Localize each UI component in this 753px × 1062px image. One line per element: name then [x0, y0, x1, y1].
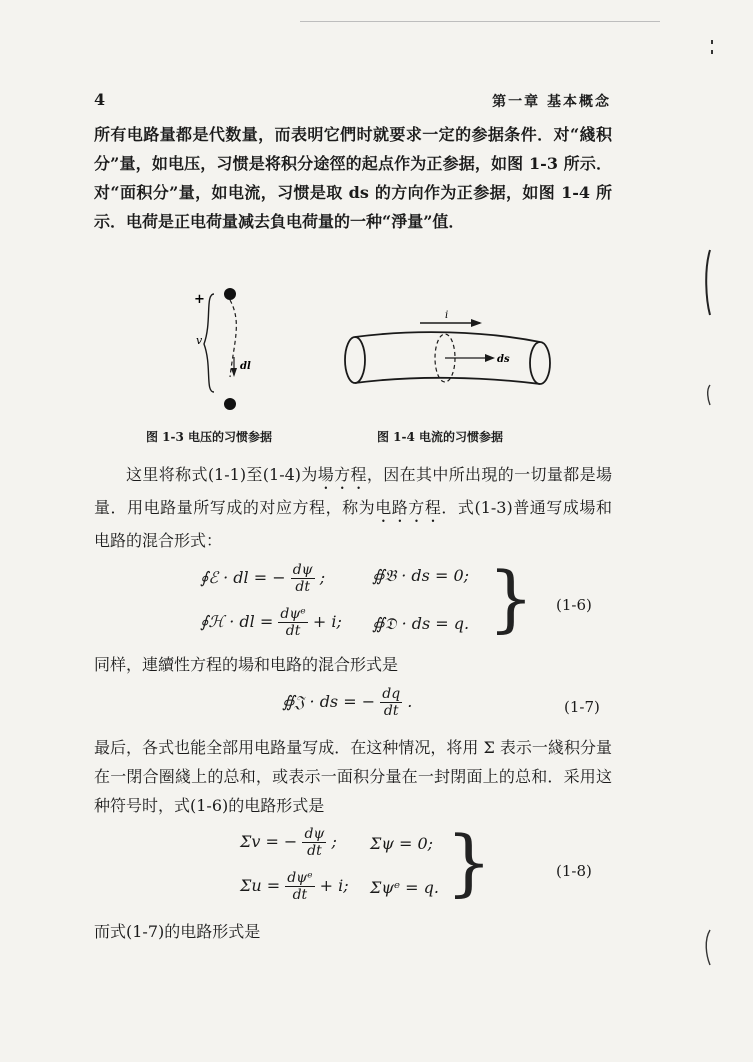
fig13-path [230, 300, 236, 377]
eq18-line-2a [240, 870, 349, 903]
eq16-a-den: dt [295, 579, 310, 595]
eq18-number: (1-8) [556, 862, 592, 880]
fig13-v-label: v [196, 334, 203, 347]
fig13-dl-arrow-head [231, 368, 237, 377]
eq16-line-1a [200, 562, 325, 595]
figure-1-3 [190, 282, 260, 417]
term-field-equations: 場方程 [317, 465, 367, 484]
paragraph-continuity: 同样，連續性方程的場和电路的混合形式是 [94, 655, 399, 674]
eq16-a-num: dψ [292, 562, 313, 578]
eq17-number: (1-7) [564, 698, 600, 716]
paragraph-reference-conditions: 所有电路量都是代数量，而表明它們时就要求一定的参据条件．对“綫积分”量，如电压，习惯是将积分途徑的起点作为正参据，如图 1-3 所示．对“面积分”量，如电流，习惯是取 ds 的方向作为正参据，如图 1-4 所示．电荷是正电荷量减去負电荷量的一种“淨量”值． [94, 125, 612, 231]
fig13-top-terminal [224, 288, 236, 300]
eq16-a-fraction [291, 562, 315, 595]
eq16-c-tail: + i; [312, 612, 342, 631]
paragraph-circuit-form: 而式(1-7)的电路形式是 [94, 922, 261, 941]
running-head: 第一章 基本概念 [492, 94, 611, 110]
eq16-a-tail: ; [319, 568, 326, 587]
fig14-current-arrow-head [471, 319, 482, 327]
eq16-c-lhs: ∮ℋ · dl = [200, 612, 274, 631]
fig13-bottom-terminal [224, 398, 236, 410]
eq18-c-tail: + i; [319, 876, 349, 895]
eq17-num: dq [382, 686, 401, 702]
eq18-c-fraction [285, 870, 314, 903]
fig14-tube-top [355, 332, 540, 342]
paragraph-sum-notation: 最后，各式也能全部用电路量写成．在这种情况，将用 Σ 表示一綫积分量在一閉合圈綫上的总和，或表示一面积分量在一封閉面上的总和．采用这种符号时，式(1-6)的电路形式是 [94, 738, 612, 815]
eq18-brace: } [446, 820, 492, 904]
eq16-line-2b: ∯𝔇 · ds = q. [372, 614, 470, 633]
eq18-line-1a [240, 826, 337, 859]
fig14-i-label: i [445, 310, 449, 321]
eq16-line-2a [200, 606, 342, 639]
eq18-c-lhs: Σu = [240, 876, 281, 895]
fig14-tube-left-end [345, 337, 365, 383]
top-rule [300, 21, 660, 22]
eq16-line-1b: ∯𝔅 · ds = 0; [372, 566, 470, 585]
p2-text-b: ，因在其中所出現的一切量都是場量．用电路量所写成的对应方程，称为 [94, 465, 612, 517]
scan-mark-1 [706, 250, 710, 315]
fig14-tube-right-end [530, 342, 550, 384]
fig13-caption: 图 1-3 电压的习惯参据 [146, 430, 273, 444]
p2-text-c: ．式(1-3)普通写成場和电路的混合形式： [94, 498, 612, 550]
scan-margin-marks [690, 40, 730, 970]
eq17-fraction [380, 686, 402, 719]
scan-mark-3 [706, 930, 710, 965]
fig14-caption: 图 1-4 电流的习惯参据 [377, 430, 504, 444]
eq18-a-den: dt [307, 843, 322, 859]
eq16-a-lhs: ∮ℰ · dl = − [200, 568, 286, 587]
eq16-brace: } [488, 556, 534, 640]
fig13-brace [204, 294, 214, 392]
eq18-line-2b: Σψᵉ = q. [370, 878, 439, 897]
eq18-line-1b: Σψ = 0; [370, 834, 434, 853]
fig14-ds-arrow-head [485, 354, 495, 362]
eq16-c-fraction [278, 606, 307, 639]
eq16-number: (1-6) [556, 596, 592, 614]
eq18-a-num: dψ [304, 826, 325, 842]
term-circuit-equations: 电路方程 [375, 498, 442, 517]
eq17-lhs: ∯𝔍 · ds = − [282, 692, 376, 711]
eq18-a-tail: ; [331, 832, 337, 851]
eq17-line [282, 686, 412, 719]
scan-mark-2 [708, 385, 710, 405]
p2-text-a: 这里将称式(1-1)至(1-4)为 [126, 465, 318, 484]
fig13-plus-sign: + [194, 292, 205, 307]
eq18-a-lhs: Σv = − [240, 832, 298, 851]
page-number: 4 [94, 90, 106, 109]
fig13-dl-label: dl [240, 361, 251, 372]
eq18-a-fraction [302, 826, 326, 859]
paragraph-field-equations [94, 460, 612, 555]
eq18-c-den: dt [292, 887, 308, 903]
eq16-c-num: dψᵉ [280, 606, 306, 622]
eq16-c-den: dt [285, 623, 301, 639]
eq18-c-num: dψᵉ [287, 870, 313, 886]
fig14-ds-label: ds [497, 354, 510, 365]
eq17-den: dt [383, 703, 399, 719]
eq17-tail: . [407, 692, 413, 711]
figure-1-4 [335, 305, 560, 390]
